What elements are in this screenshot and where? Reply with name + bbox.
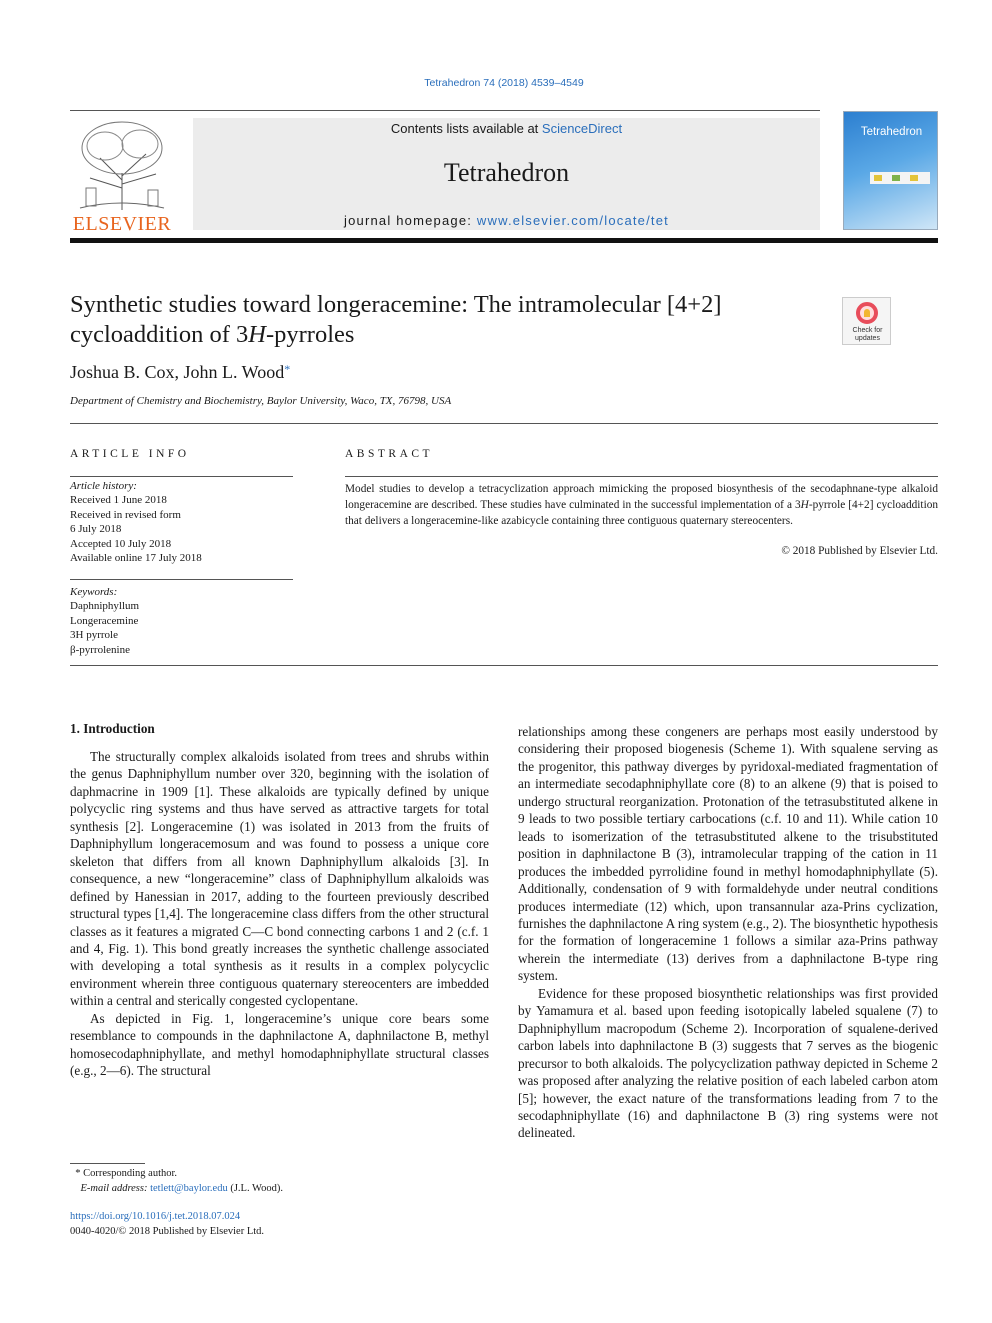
body-paragraph: The structurally complex alkaloids isolated from trees and shrubs within the genus Daphniphyllum number over 320, beginning with the isolation of daphmacrine in 1909 [1]. These alkaloids are typically defined by unique polycyclic ring systems and thus have served as attractive targets for total synthesis [2]. Longeracemine (1) was isolated in 2013 from the fruits of Daphniphyllum longeracemosum and was found to possess a unique core skeleton that differs from all known Daphniphyllum alkaloids [3]. In consequence, a new “longeracemine” class of Daphniphyllum alkaloids was defined by Hanessian in 2017, adding to the fourteen previously described structural types [1,4]. The longeracemine class differs from the other structural classes as it features a migrated C—C bond connecting carbons 1 and 2 (c.f. 1 and 4, Fig. 1). This bond greatly increases the synthetic challenge associated with developing a total synthesis as it results in a complex polycyclic environment wherein three contiguous quaternary stereocenters are imbedded within a central and sterically congested cyclopentane. <box>70 749 489 1009</box>
abstract-rule <box>345 476 938 477</box>
journal-homepage <box>193 213 820 228</box>
abstract-text: Model studies to develop a tetracyclization approach mimicking the proposed biosynthesis of the secodaphnane-type alkaloid longeracemine are described. These studies have culminated in the successful implementation of a 3 <box>345 483 938 511</box>
body-paragraph: relationships among these congeners are perhaps most easily understood by considering their proposed biogenesis (Scheme 1). With squalene serving as the progenitor, this pathway diverges by pyridoxal-mediated fragmentation of an intermediate secodaphniphyllate core (8) to an alkene (9) that is poised to undergo structural reorganization. Protonation of the tetrasubstituted alkene in 9 leads to two possible tertiary carbocations (c.f. 10 and 11). While cation 10 leads to isomerization of the tetrasubstituted alkene to the trisubstituted position in daphnilactone B (3), intramolecular trapping of the cation in 11 produces the imbedded pyrrolidine found in methyl homodaphniphyllate (5). Additionally, condensation of 9 with formaldehyde under neutral conditions produces intermediate (12) which, upon transannular aza-Prins cyclization, furnishes the daphnilactone A ring system (e.g., 2). The biosynthetic hypothesis for the formation of longeracemine 1 follows a similar aza-Prins pathway wherein the intermediate (13) derives from a daphnilactone B-type ring system. <box>518 724 938 984</box>
abstract-copyright: © 2018 Published by Elsevier Ltd. <box>781 545 938 557</box>
section-rule-2 <box>70 665 938 666</box>
article-info-rule <box>70 476 293 477</box>
email-link[interactable]: tetlett@baylor.edu <box>150 1183 228 1194</box>
footnote-mark: * <box>75 1168 81 1179</box>
history-label: Article history: <box>70 480 137 492</box>
journal-cover-image[interactable] <box>843 111 938 230</box>
footnote <box>70 1166 489 1196</box>
title-text-end: -pyrroles <box>265 321 355 348</box>
cover-graphic <box>870 172 930 184</box>
homepage-prefix: journal homepage: <box>344 213 477 228</box>
corresponding-author-mark[interactable]: * <box>284 362 291 376</box>
affiliation: Department of Chemistry and Biochemistry, Baylor University, Waco, TX, 76798, USA <box>70 395 452 407</box>
footnote-rule <box>70 1163 145 1164</box>
abstract-body <box>345 481 938 529</box>
email-suffix: (J.L. Wood). <box>230 1183 283 1194</box>
bookmark-icon <box>856 302 878 324</box>
corresponding-note <box>70 1166 489 1181</box>
journal-name: Tetrahedron <box>443 158 570 187</box>
section-rule <box>70 423 938 424</box>
body-column-right <box>518 723 938 1142</box>
elsevier-logo <box>70 118 174 236</box>
abstract-heading: ABSTRACT <box>345 448 434 460</box>
history-item: Received 1 June 2018 <box>70 494 167 507</box>
body-column-left <box>70 748 489 1080</box>
introduction-heading: 1. Introduction <box>70 721 155 736</box>
article-history <box>70 479 293 565</box>
history-item: Accepted 10 July 2018 <box>70 537 172 550</box>
header-rule <box>70 110 820 111</box>
author-list <box>70 362 290 383</box>
elsevier-tree-icon <box>70 118 174 214</box>
title-text: Synthetic studies toward longeracemine: The intramolecular [4+2] cycloaddition of 3 <box>70 291 722 348</box>
issn-line: 0040-4020/© 2018 Published by Elsevier Ltd. <box>70 1226 265 1237</box>
email-note <box>70 1181 489 1196</box>
header-thick-rule <box>70 238 938 243</box>
doi-link[interactable]: https://doi.org/10.1016/j.tet.2018.07.024 <box>70 1211 241 1222</box>
keywords <box>70 585 293 657</box>
article-title <box>70 290 810 350</box>
elsevier-wordmark: ELSEVIER <box>72 213 172 235</box>
article-info-rule-2 <box>70 579 293 580</box>
body-paragraph: As depicted in Fig. 1, longeracemine’s unique core bears some resemblance to compounds in the daphnilactone A, daphnilactone B, methyl homosecodaphniphyllate, and methyl homodaphniphyllate structural classes (e.g., 2—6). The structural <box>70 1010 489 1079</box>
corresponding-label: Corresponding author. <box>83 1168 178 1179</box>
article-info-heading: ARTICLE INFO <box>70 448 190 460</box>
body-paragraph: Evidence for these proposed biosynthetic relationships was first provided by Yamamura et al. based upon feeding isotopically labeled squalene (7) to Daphniphyllum macropodum (Scheme 2). Incorporation of squalene-derived carbon labels into daphnilactone B (3) suggests that 7 serves as the biogenic precursor to both alkaloids. The polycyclization pathway depicted in Scheme 2 was proposed after analyzing the relative position of each labeled carbon atom [5]; however, the exact nature of the transformations leading from 7 to the secodaphniphyllate (16) and daphnilactone B (3) ring systems were not delineated. <box>518 985 938 1141</box>
keywords-label: Keywords: <box>70 586 118 598</box>
check-for-updates-button[interactable] <box>842 297 891 345</box>
abstract-italic: H <box>800 499 809 511</box>
author-names[interactable]: Joshua B. Cox, John L. Wood <box>70 362 285 382</box>
contents-prefix: Contents lists available at <box>390 121 542 136</box>
email-label: E-mail address: <box>80 1183 148 1194</box>
check-updates-label: Check for updates <box>852 327 883 342</box>
history-item: Available online 17 July 2018 <box>70 552 202 565</box>
keyword-item: β-pyrrolenine <box>70 643 130 656</box>
history-item: Received in revised form <box>70 508 181 521</box>
contents-availability <box>193 121 820 136</box>
abstract-text-end: -pyrrole [4+2] cycloaddition that delivers a longeracemine-like azabicycle containing three contiguous quaternary stereocenters. <box>345 499 939 527</box>
keyword-item: Longeracemine <box>70 614 139 627</box>
keyword-item: 3H pyrrole <box>70 629 118 642</box>
keyword-item: Daphniphyllum <box>70 600 140 613</box>
history-item: 6 July 2018 <box>70 523 122 536</box>
homepage-link[interactable]: www.elsevier.com/locate/tet <box>476 213 669 228</box>
journal-citation[interactable]: Tetrahedron 74 (2018) 4539–4549 <box>424 77 584 89</box>
sciencedirect-link[interactable]: ScienceDirect <box>541 121 623 136</box>
cover-title: Tetrahedron <box>860 126 923 138</box>
title-italic: H <box>248 321 266 348</box>
